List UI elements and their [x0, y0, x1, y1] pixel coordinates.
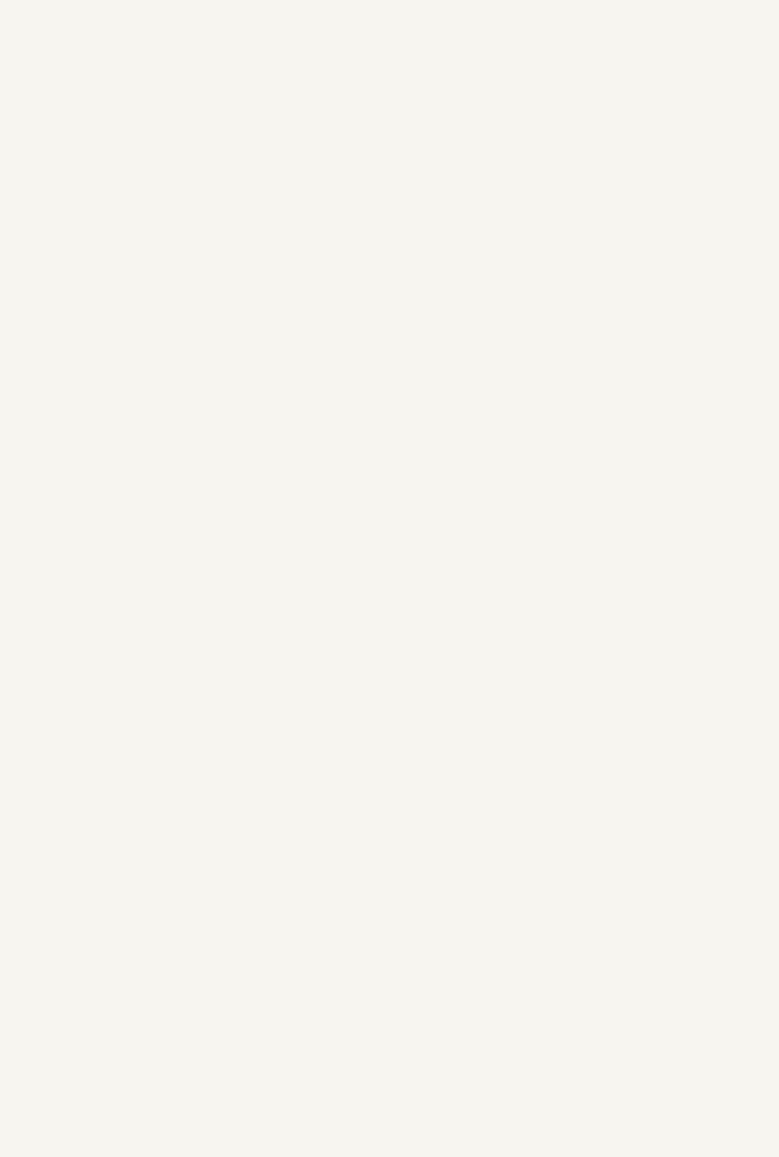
story-title-block [0, 102, 779, 122]
